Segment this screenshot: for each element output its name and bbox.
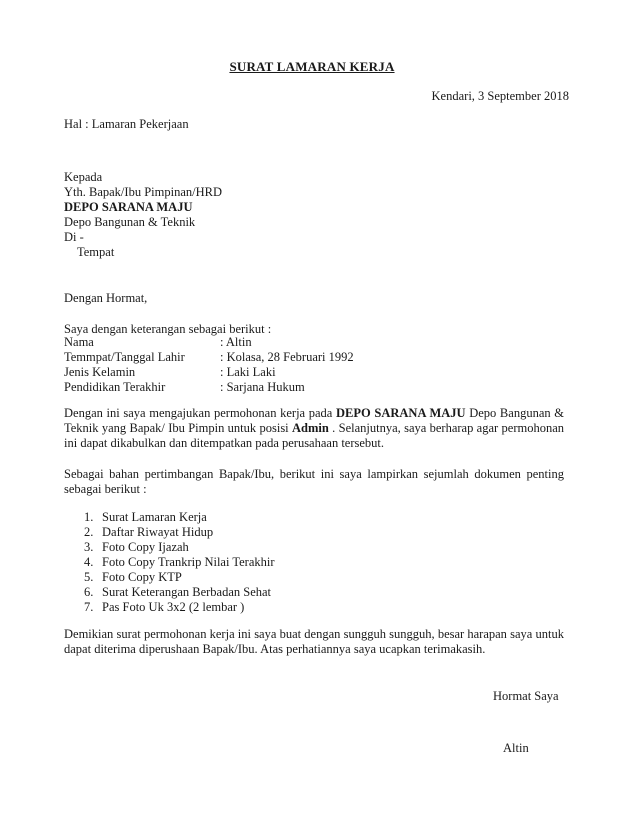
signature-name: Altin: [503, 741, 529, 755]
paragraph-text: Dengan ini saya mengajukan permohonan kerja pada: [64, 406, 337, 420]
applicant-label: Nama: [64, 335, 94, 349]
applicant-label: Pendidikan Terakhir: [64, 380, 166, 394]
company-name-bold: DEPO SARANA MAJU: [336, 406, 466, 420]
recipient-line-depo: Depo Bangunan & Teknik: [64, 215, 196, 229]
intro-line: Saya dengan keterangan sebagai berikut :: [64, 322, 272, 336]
list-item: 5. Foto Copy KTP: [84, 570, 182, 584]
applicant-row-nama: [64, 335, 354, 350]
applicant-value: : Laki Laki: [220, 365, 276, 379]
closing-paragraph: Demikian surat permohonan kerja ini saya buat dengan sungguh sungguh, besar harapan saya untuk dapat diterima diperushaan Bapak/Ibu. Atas perhatiannya saya ucapkan terimakasih.: [64, 627, 564, 656]
applicant-label: Jenis Kelamin: [64, 365, 136, 379]
list-item: 2. Daftar Riwayat Hidup: [84, 525, 214, 539]
recipient-address: [64, 170, 222, 260]
list-item: 3. Foto Copy Ijazah: [84, 540, 189, 554]
paragraph-text: . Selanjutnya, saya berharap agar permohonan ini dapat dikabulkan dan ditempatkan pada perusahaan tersebut.: [64, 421, 565, 450]
list-item: 1. Surat Lamaran Kerja: [84, 510, 207, 524]
closing-salutation: Hormat Saya: [493, 689, 559, 703]
applicant-row-gender: [64, 365, 354, 380]
applicant-info-table: [64, 335, 354, 395]
recipient-company: DEPO SARANA MAJU: [64, 200, 193, 214]
recipient-line-kepada: Kepada: [64, 170, 103, 184]
list-item: 6. Surat Keterangan Berbadan Sehat: [84, 585, 272, 599]
list-item: 4. Foto Copy Trankrip Nilai Terakhir: [84, 555, 275, 569]
applicant-row-ttl: [64, 350, 354, 365]
list-item: 7. Pas Foto Uk 3x2 (2 lembar ): [84, 600, 245, 614]
letter-date: Kendari, 3 September 2018: [431, 89, 569, 103]
paragraph-text: Depo Bangunan & Teknik yang Bapak/ Ibu Pimpin untuk posisi: [64, 406, 564, 435]
applicant-value: : Kolasa, 28 Februari 1992: [220, 350, 354, 364]
documents-list: [84, 510, 275, 615]
applicant-value: : Altin: [220, 335, 252, 349]
applicant-value: : Sarjana Hukum: [220, 380, 305, 394]
applicant-row-education: [64, 380, 354, 395]
letter-subject: Hal : Lamaran Pekerjaan: [64, 117, 189, 131]
application-paragraph: [64, 406, 564, 451]
recipient-line-di: Di -: [64, 230, 84, 244]
letter-title: SURAT LAMARAN KERJA: [229, 59, 395, 74]
position-bold: Admin: [292, 421, 329, 435]
attachments-paragraph: Sebagai bahan pertimbangan Bapak/Ibu, berikut ini saya lampirkan sejumlah dokumen penting sebagai berikut :: [64, 467, 564, 496]
recipient-line-tempat: Tempat: [77, 245, 115, 259]
greeting: Dengan Hormat,: [64, 291, 148, 305]
applicant-label: Temmpat/Tanggal Lahir: [64, 350, 185, 364]
recipient-line-yth: Yth. Bapak/Ibu Pimpinan/HRD: [64, 185, 222, 199]
